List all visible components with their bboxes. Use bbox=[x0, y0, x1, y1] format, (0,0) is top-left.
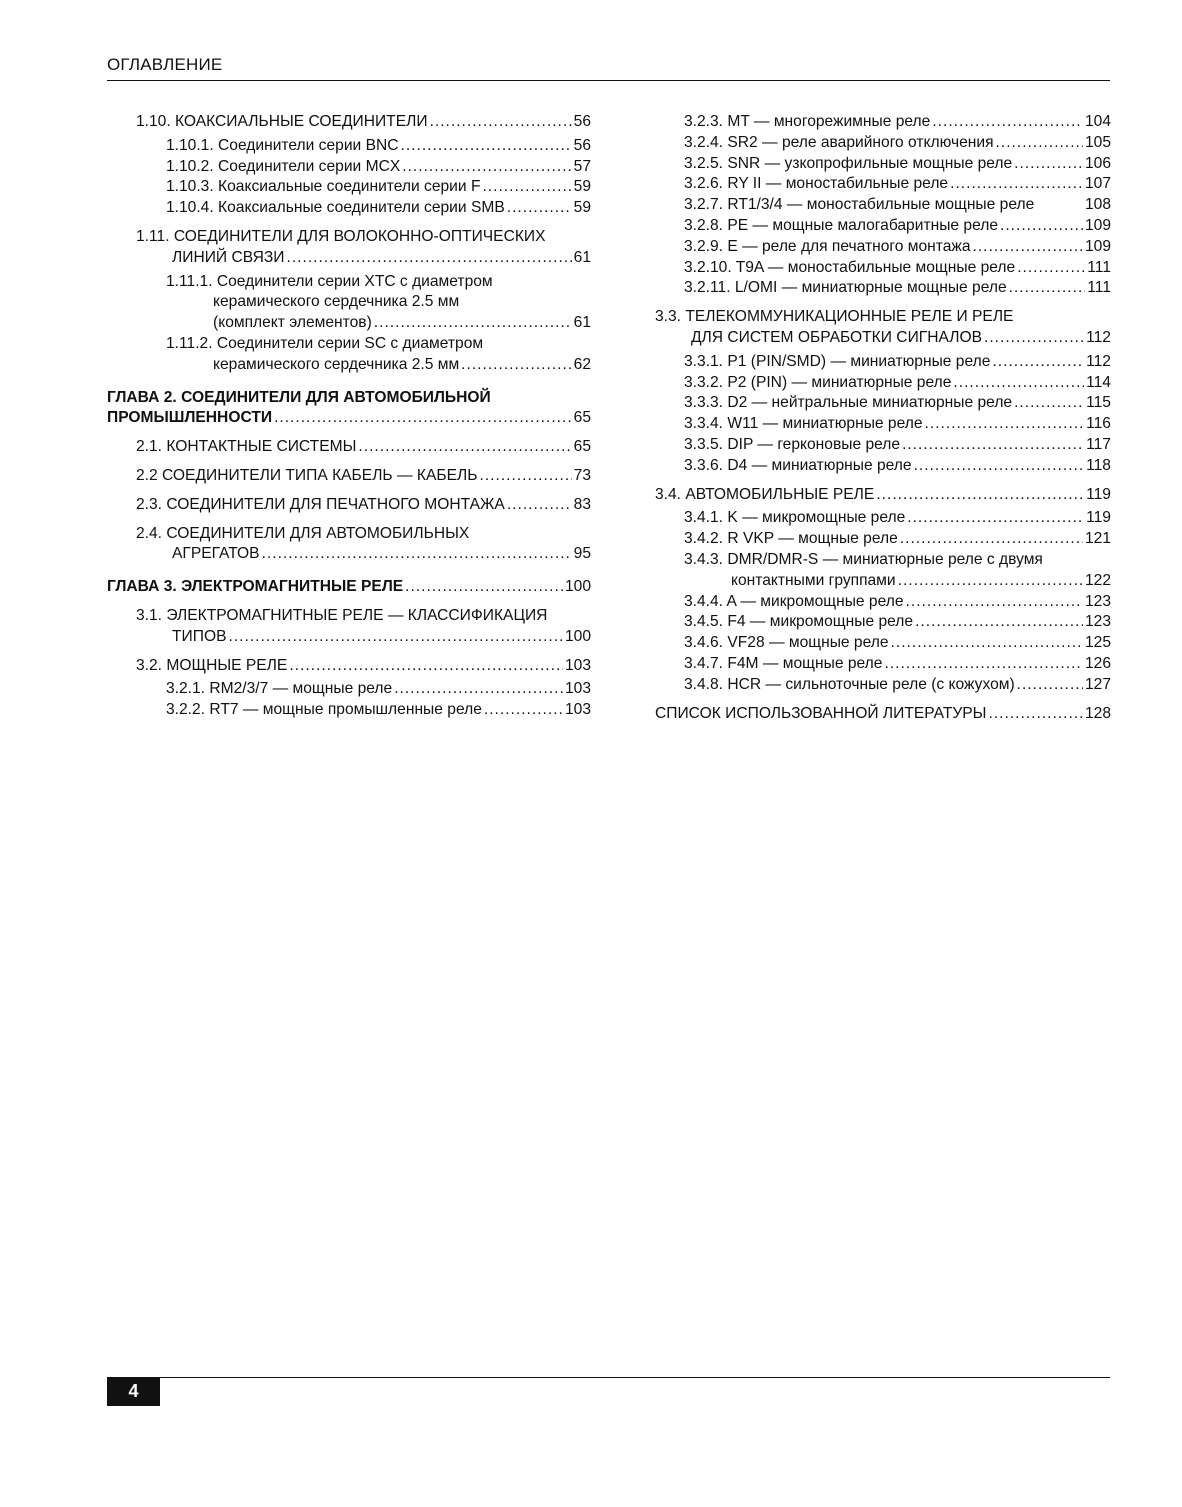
toc-entry-title: 1.10. КОАКСИАЛЬНЫЕ СОЕДИНИТЕЛИ bbox=[136, 113, 428, 130]
toc-entry[interactable] bbox=[684, 174, 1111, 195]
toc-entry[interactable] bbox=[166, 334, 591, 376]
toc-entry-title: 3.2.9. E — реле для печатного монтажа bbox=[684, 237, 971, 255]
toc-entry-title: 3.2.8. PE — мощные малогабаритные реле bbox=[684, 216, 999, 234]
toc-entry[interactable] bbox=[684, 112, 1111, 133]
toc-entry[interactable] bbox=[684, 133, 1111, 154]
toc-entry-page: 122 bbox=[1084, 571, 1111, 589]
toc-entry-title-cont: АГРЕГАТОВ bbox=[172, 545, 260, 563]
toc-entry[interactable] bbox=[684, 456, 1111, 477]
toc-entry-title: 1.10.2. Соединители серии MCX bbox=[166, 157, 401, 175]
toc-entry-title: 3.4.7. F4M — мощные реле bbox=[684, 654, 883, 672]
toc-chapter-title-cont: ПРОМЫШЛЕННОСТИ bbox=[107, 409, 273, 427]
toc-entry[interactable] bbox=[166, 198, 591, 219]
toc-entry[interactable] bbox=[136, 227, 591, 269]
toc-entry-title-cont: контактными группами bbox=[731, 571, 896, 589]
toc-entry-page: 115 bbox=[1086, 394, 1111, 412]
toc-entry-title: 2.3. СОЕДИНИТЕЛИ ДЛЯ ПЕЧАТНОГО МОНТАЖА bbox=[136, 495, 505, 513]
toc-entry-title: 3.4. АВТОМОБИЛЬНЫЕ РЕЛЕ bbox=[655, 485, 875, 503]
toc-entry[interactable] bbox=[166, 679, 591, 700]
toc-entry-title: 3.1. ЭЛЕКТРОМАГНИТНЫЕ РЕЛЕ — КЛАССИФИКАЦИЯ bbox=[136, 606, 548, 624]
header-title: ОГЛАВЛЕНИЕ bbox=[107, 55, 223, 74]
toc-entry-title: 3.2.4. SR2 — реле аварийного отключения bbox=[684, 133, 994, 151]
toc-entry[interactable] bbox=[684, 529, 1111, 550]
toc-entry[interactable] bbox=[684, 592, 1111, 613]
toc-entry-page: 126 bbox=[1084, 654, 1111, 672]
toc-entry-page: 112 bbox=[1086, 352, 1111, 370]
toc-entry-page: 105 bbox=[1084, 133, 1111, 151]
toc-entry[interactable] bbox=[684, 352, 1111, 373]
toc-entry[interactable] bbox=[136, 495, 591, 516]
toc-entry[interactable] bbox=[166, 136, 591, 157]
toc-entry[interactable] bbox=[684, 237, 1111, 258]
toc-chapter-title: ГЛАВА 3. ЭЛЕКТРОМАГНИТНЫЕ РЕЛЕ bbox=[107, 578, 404, 596]
toc-entry-page: 125 bbox=[1084, 634, 1111, 652]
toc-entry-page: 56 bbox=[573, 113, 591, 130]
toc-entry-page: 73 bbox=[573, 466, 591, 484]
toc-entry[interactable] bbox=[684, 675, 1111, 696]
toc-entry[interactable] bbox=[655, 307, 1111, 349]
toc-entry-title-cont: ЛИНИЙ СВЯЗИ bbox=[172, 248, 285, 266]
toc-entry-title: 3.4.5. F4 — микромощные реле bbox=[684, 613, 914, 631]
toc-right-column bbox=[655, 112, 1111, 724]
toc-entry-title: 1.11.2. Соединители серии SC с диаметром bbox=[166, 334, 484, 352]
toc-entry-title: 3.3.1. P1 (PIN/SMD) — миниатюрные реле bbox=[684, 352, 991, 370]
toc-entry[interactable] bbox=[166, 272, 591, 334]
toc-entry[interactable] bbox=[684, 258, 1111, 279]
toc-entry-title-cont: керамического сердечника 2.5 мм bbox=[213, 293, 460, 311]
toc-entry-page: 123 bbox=[1084, 592, 1111, 610]
toc-entry[interactable] bbox=[684, 654, 1111, 675]
toc-entry-page: 62 bbox=[573, 355, 591, 373]
toc-entry[interactable] bbox=[684, 508, 1111, 529]
page-number: 4 bbox=[128, 1381, 139, 1401]
toc-entry-title: 1.11. СОЕДИНИТЕЛИ ДЛЯ ВОЛОКОННО-ОПТИЧЕСКИХ bbox=[136, 227, 546, 245]
toc-entry[interactable] bbox=[684, 633, 1111, 654]
toc-entry-page: 123 bbox=[1084, 613, 1111, 631]
toc-entry-title: 1.10.3. Коаксиальные соединители серии F bbox=[166, 178, 481, 196]
toc-entry-page: 61 bbox=[573, 314, 591, 332]
toc-chapter-title: ГЛАВА 2. СОЕДИНИТЕЛИ ДЛЯ АВТОМОБИЛЬНОЙ bbox=[107, 388, 491, 406]
toc-entry[interactable] bbox=[136, 524, 591, 566]
toc-entry-title: 3.2. МОЩНЫЕ РЕЛЕ bbox=[136, 656, 288, 674]
toc-entry-page: 112 bbox=[1086, 328, 1111, 346]
toc-entry-page: 65 bbox=[573, 438, 591, 456]
toc-entry-title: 3.2.3. MT — многорежимные реле bbox=[684, 113, 931, 130]
toc-entry-page: 95 bbox=[573, 545, 591, 563]
page-header bbox=[107, 55, 1110, 81]
toc-entry-title-cont: керамического сердечника 2.5 мм bbox=[213, 355, 460, 373]
toc-entry-page: 109 bbox=[1084, 237, 1111, 255]
toc-entry-title-cont: ДЛЯ СИСТЕМ ОБРАБОТКИ СИГНАЛОВ bbox=[691, 328, 982, 346]
toc-entry-page: 128 bbox=[1084, 704, 1111, 722]
toc-entry[interactable] bbox=[684, 373, 1111, 394]
toc-entry-title: 3.2.2. RT7 — мощные промышленные реле bbox=[166, 701, 482, 719]
toc-entry-page: 111 bbox=[1087, 279, 1111, 297]
toc-entry-page: 104 bbox=[1084, 113, 1111, 130]
toc-entry[interactable] bbox=[684, 550, 1111, 592]
toc-entry-page: 100 bbox=[564, 627, 591, 645]
toc-entry-title: 3.3. ТЕЛЕКОММУНИКАЦИОННЫЕ РЕЛЕ И РЕЛЕ bbox=[655, 308, 1014, 326]
toc-entry-title: 3.4.3. DMR/DMR-S — миниатюрные реле с двумя bbox=[684, 550, 1043, 568]
toc-entry-page: 119 bbox=[1086, 509, 1111, 527]
toc-entry-page: 109 bbox=[1084, 216, 1111, 234]
toc-entry[interactable] bbox=[655, 704, 1111, 725]
toc-entry[interactable] bbox=[684, 278, 1111, 299]
toc-entry[interactable] bbox=[166, 157, 591, 178]
toc-entry-title: 3.2.10. T9A — моностабильные мощные реле bbox=[684, 258, 1016, 276]
toc-entry[interactable] bbox=[684, 414, 1111, 435]
toc-entry-title: 3.2.11. L/OMI — миниатюрные мощные реле bbox=[684, 279, 1007, 297]
toc-entry-page: 111 bbox=[1087, 258, 1111, 276]
toc-entry-page: 57 bbox=[573, 157, 591, 175]
page-number-badge bbox=[107, 1377, 160, 1406]
toc-entry-title: 3.3.5. DIP — герконовые реле bbox=[684, 435, 901, 453]
toc-left-column bbox=[107, 112, 591, 721]
toc-entry-page: 116 bbox=[1086, 415, 1111, 433]
toc-entry-page: 100 bbox=[564, 578, 591, 596]
toc-entry-title: 1.10.1. Соединители серии BNC bbox=[166, 136, 399, 154]
toc-entry-title: 3.3.4. W11 — миниатюрные реле bbox=[684, 415, 923, 433]
toc-entry-page: 127 bbox=[1084, 675, 1111, 693]
toc-entry-page: 103 bbox=[564, 680, 591, 698]
toc-entry-page: 117 bbox=[1086, 435, 1111, 453]
toc-entry-title: 3.4.6. VF28 — мощные реле bbox=[684, 634, 889, 652]
toc-entry-page: 59 bbox=[573, 178, 591, 196]
toc-entry-page: 114 bbox=[1086, 373, 1111, 391]
toc-entry[interactable] bbox=[136, 466, 591, 487]
toc-entry-title: 3.4.8. HCR — сильноточные реле (с кожухом) bbox=[684, 675, 1015, 693]
toc-entry[interactable] bbox=[684, 154, 1111, 175]
toc-entry[interactable] bbox=[136, 606, 591, 648]
toc-entry-title: 2.1. КОНТАКТНЫЕ СИСТЕМЫ bbox=[136, 438, 357, 456]
toc-entry-title: 1.10.4. Коаксиальные соединители серии SMB bbox=[166, 199, 505, 217]
toc-entry[interactable] bbox=[684, 612, 1111, 633]
toc-entry[interactable] bbox=[166, 700, 591, 721]
toc-entry[interactable] bbox=[684, 216, 1111, 237]
toc-entry[interactable] bbox=[136, 656, 591, 677]
toc-entry-title: 3.2.1. RM2/3/7 — мощные реле bbox=[166, 680, 393, 698]
toc-entry-title-cont: (комплект элементов) bbox=[213, 314, 372, 332]
toc-entry-title: 3.2.7. RT1/3/4 — моностабильные мощные реле bbox=[684, 196, 1035, 214]
toc-entry-page: 108 bbox=[1084, 196, 1111, 214]
toc-entry-title: 3.4.1. K — микромощные реле bbox=[684, 509, 906, 527]
toc-entry-title-cont: ТИПОВ bbox=[172, 627, 227, 645]
toc-entry-page: 106 bbox=[1084, 154, 1111, 172]
toc-entry-page: 121 bbox=[1084, 530, 1111, 548]
toc-entry-title: 3.3.2. P2 (PIN) — миниатюрные реле bbox=[684, 373, 952, 391]
toc-entry-title: 3.4.4. A — микромощные реле bbox=[684, 592, 904, 610]
toc-entry[interactable] bbox=[684, 195, 1111, 216]
toc-entry-page: 56 bbox=[573, 136, 591, 154]
footer-divider bbox=[107, 1377, 1110, 1378]
toc-entry-page: 118 bbox=[1086, 456, 1111, 474]
toc-entry[interactable] bbox=[136, 112, 591, 133]
toc-entry[interactable] bbox=[136, 437, 591, 458]
toc-entry-title: 3.2.6. RY II — моностабильные реле bbox=[684, 175, 949, 193]
toc-entry-title: 2.2 СОЕДИНИТЕЛИ ТИПА КАБЕЛЬ — КАБЕЛЬ bbox=[136, 466, 478, 484]
toc-entry-title: 1.11.1. Соединители серии XTC с диаметром bbox=[166, 272, 493, 290]
toc-entry[interactable] bbox=[655, 485, 1111, 506]
toc-entry-title: 2.4. СОЕДИНИТЕЛИ ДЛЯ АВТОМОБИЛЬНЫХ bbox=[136, 524, 470, 542]
toc-entry[interactable] bbox=[684, 393, 1111, 414]
toc-entry-title: СПИСОК ИСПОЛЬЗОВАННОЙ ЛИТЕРАТУРЫ bbox=[655, 704, 987, 722]
toc-entry-title: 3.3.6. D4 — миниатюрные реле bbox=[684, 456, 912, 474]
toc-chapter[interactable] bbox=[107, 388, 591, 430]
toc-entry[interactable] bbox=[166, 177, 591, 198]
toc-entry-page: 119 bbox=[1086, 485, 1111, 503]
toc-entry-title: 3.2.5. SNR — узкопрофильные мощные реле bbox=[684, 154, 1013, 172]
toc-entry-page: 65 bbox=[573, 409, 591, 427]
toc-entry-page: 59 bbox=[573, 199, 591, 217]
toc-entry-title: 3.4.2. R VKP — мощные реле bbox=[684, 530, 898, 548]
toc-chapter[interactable] bbox=[107, 577, 591, 598]
toc-entry-page: 103 bbox=[564, 656, 591, 674]
toc-entry-title: 3.3.3. D2 — нейтральные миниатюрные реле bbox=[684, 394, 1013, 412]
toc-entry-page: 83 bbox=[573, 495, 591, 513]
toc-entry-page: 107 bbox=[1084, 175, 1111, 193]
toc-entry[interactable] bbox=[684, 435, 1111, 456]
toc-entry-page: 103 bbox=[564, 701, 591, 719]
toc-entry-page: 61 bbox=[573, 248, 591, 266]
